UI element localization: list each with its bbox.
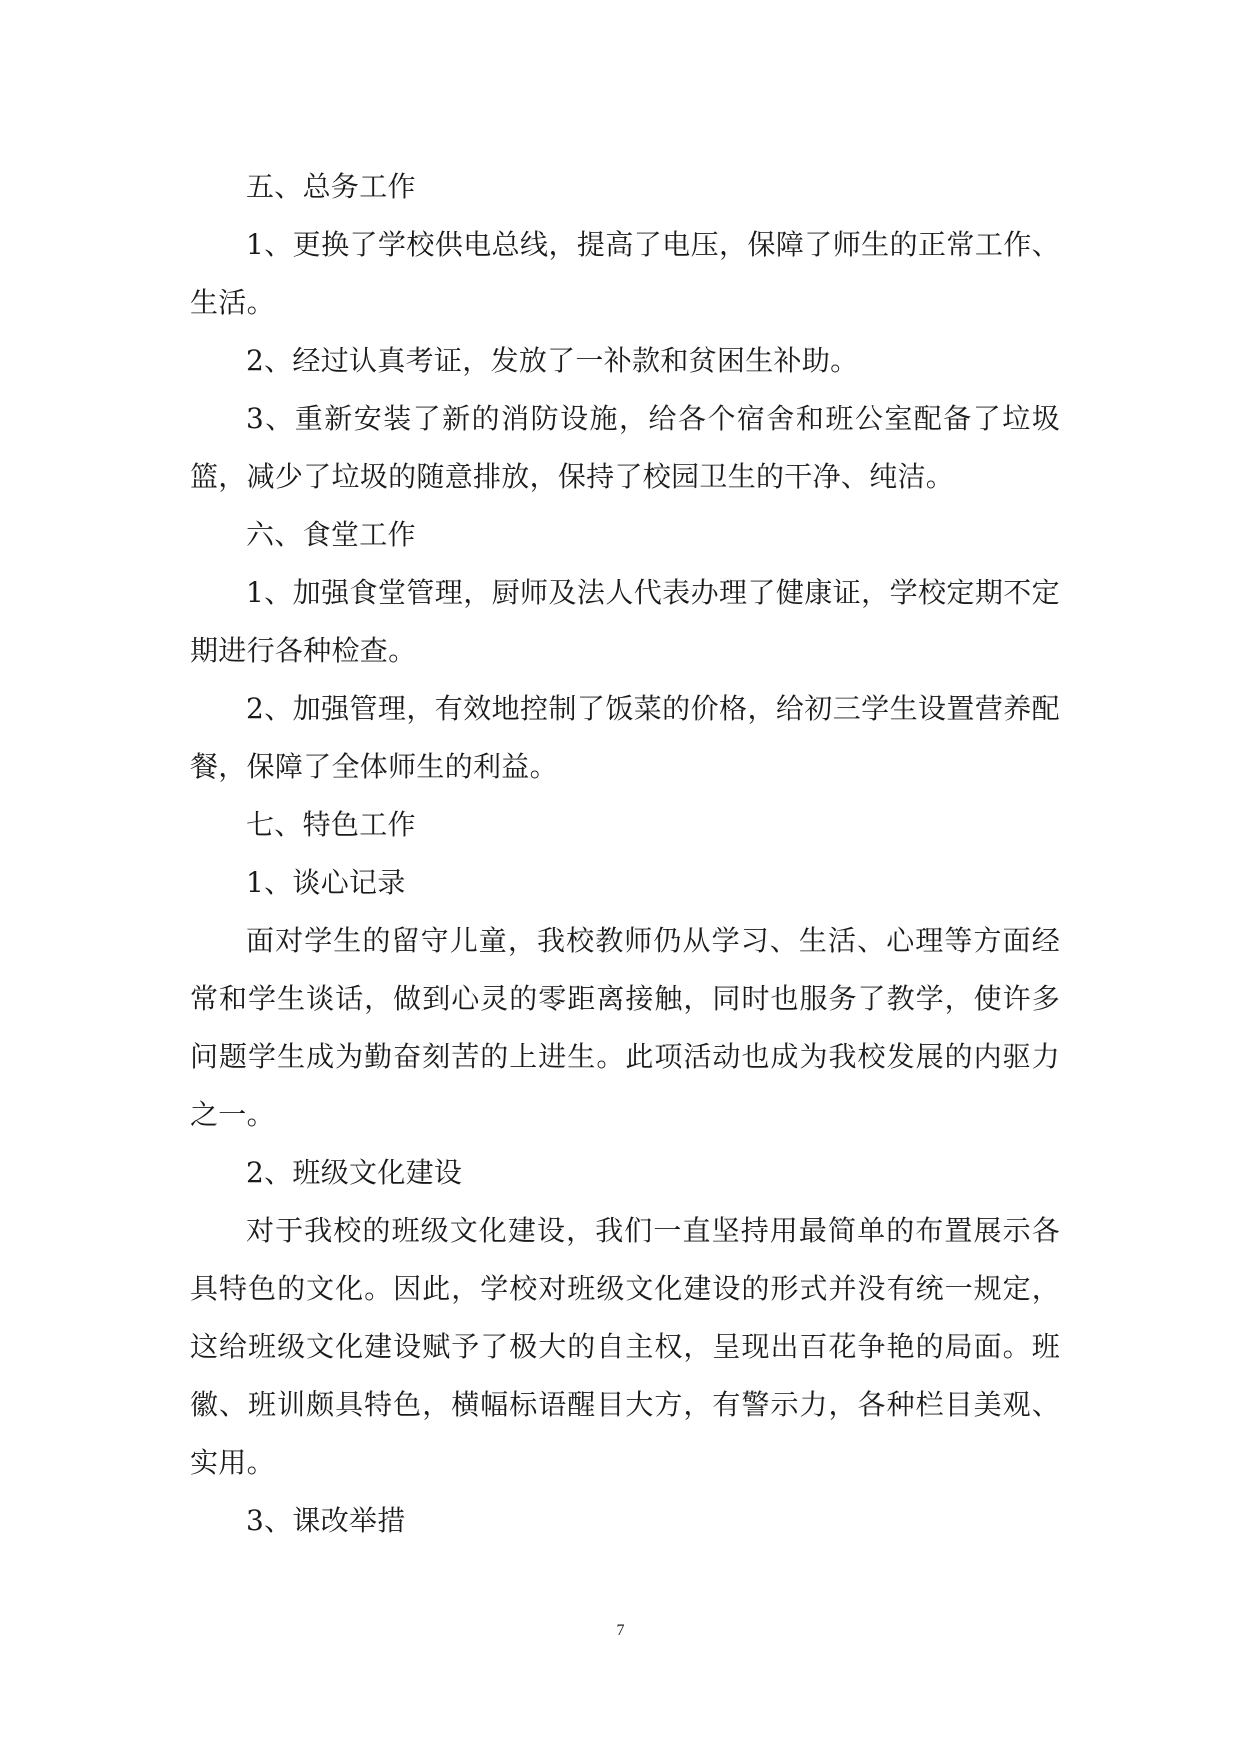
section-heading-canteen: 六、食堂工作 (246, 518, 416, 551)
paragraph: 对于我校的班级文化建设，我们一直坚持用最简单的布置展示各具特色的文化。因此，学校对班级文化建设的形式并没有统一规定，这给班级文化建设赋予了极大的自主权，呈现出百花争艳的局面。班徽、班训颇具特色，横幅标语醒目大方，有警示力，各种栏目美观、实用。 (190, 1214, 1060, 1479)
subheading-class-culture: 2、班级文化建设 (246, 1156, 463, 1189)
paragraph: 2、经过认真考证，发放了一补款和贫困生补助。 (246, 344, 859, 377)
subheading-curriculum-reform: 3、课改举措 (246, 1504, 406, 1537)
paragraph: 3、重新安装了新的消防设施，给各个宿舍和班公室配备了垃圾篮，减少了垃圾的随意排放，保持了校园卫生的干净、纯洁。 (190, 402, 1060, 493)
subheading-heart-talk: 1、谈心记录 (246, 866, 406, 899)
section-heading-general-affairs: 五、总务工作 (246, 170, 416, 203)
document-body (190, 158, 1060, 1550)
paragraph: 1、加强食堂管理，厨师及法人代表办理了健康证，学校定期不定期进行各种检查。 (190, 576, 1060, 667)
paragraph: 2、加强管理，有效地控制了饭菜的价格，给初三学生设置营养配餐，保障了全体师生的利益。 (190, 692, 1060, 783)
paragraph: 面对学生的留守儿童，我校教师仍从学习、生活、心理等方面经常和学生谈话，做到心灵的零距离接触，同时也服务了教学，使许多问题学生成为勤奋刻苦的上进生。此项活动也成为我校发展的内驱力之一。 (190, 924, 1060, 1131)
section-heading-special-work: 七、特色工作 (246, 808, 416, 841)
paragraph: 1、更换了学校供电总线，提高了电压，保障了师生的正常工作、生活。 (190, 228, 1060, 319)
page-number: 7 (616, 1622, 625, 1639)
